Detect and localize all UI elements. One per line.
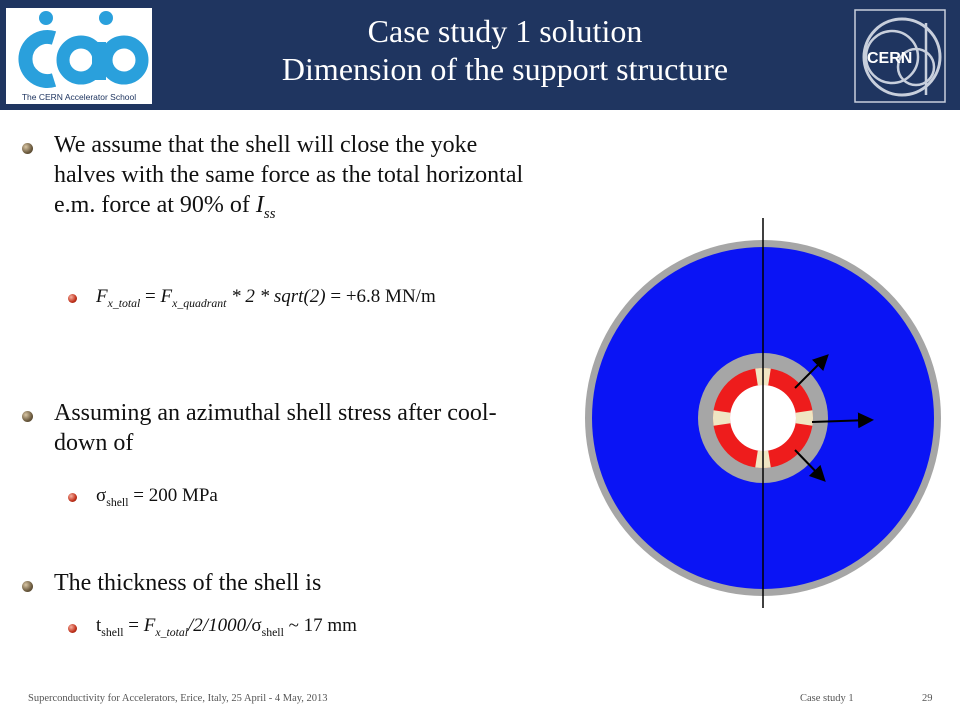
cas-logo	[6, 8, 152, 104]
title-line-2: Dimension of the support structure	[281, 51, 729, 87]
sub-bullet-thickness-formula: $t_{shell} = F_{x\_total}/2/1000/\sigma_{shell}$ ~ 17 mm	[96, 615, 357, 639]
bullet-dot	[22, 411, 33, 422]
cas-logo-caption: The CERN Accelerator School	[21, 92, 137, 102]
sub-bullet-stress-value: $\sigma_{shell} = 200$ MPa	[96, 485, 218, 509]
magnet-cross-section-diagram	[580, 210, 950, 610]
cern-logo-text: CERN	[867, 50, 913, 67]
bullet-thickness: The thickness of the shell is	[54, 570, 322, 596]
cas-logo-graphic	[6, 8, 152, 92]
footer-section: Case study 1	[800, 693, 854, 704]
bullet-stress: Assuming an azimuthal shell stress after cool-down of	[54, 400, 497, 456]
sub-bullet-force: $F_{x\_total} = F_{x\_quadrant} * 2$ * sqrt(2) = +6.8 MN/m	[96, 286, 436, 310]
title-line-1: Case study 1 solution	[367, 13, 643, 49]
sub-bullet-dot	[68, 294, 77, 303]
header-bar	[0, 0, 960, 110]
sub-bullet-dot	[68, 493, 77, 502]
page-number: 29	[922, 693, 933, 704]
footer-conference: Superconductivity for Accelerators, Erice, Italy, 25 April - 4 May, 2013	[28, 693, 328, 704]
slide-title	[160, 12, 850, 88]
sub-bullet-dot	[68, 624, 77, 633]
bullet-dot	[22, 581, 33, 592]
cern-logo	[854, 9, 946, 103]
bullet-dot	[22, 143, 33, 154]
bullet-assumption: We assume that the shell will close the yoke halves with the same force as the total horizontal e.m. force at 90% of $I_{ss}$	[54, 132, 524, 222]
